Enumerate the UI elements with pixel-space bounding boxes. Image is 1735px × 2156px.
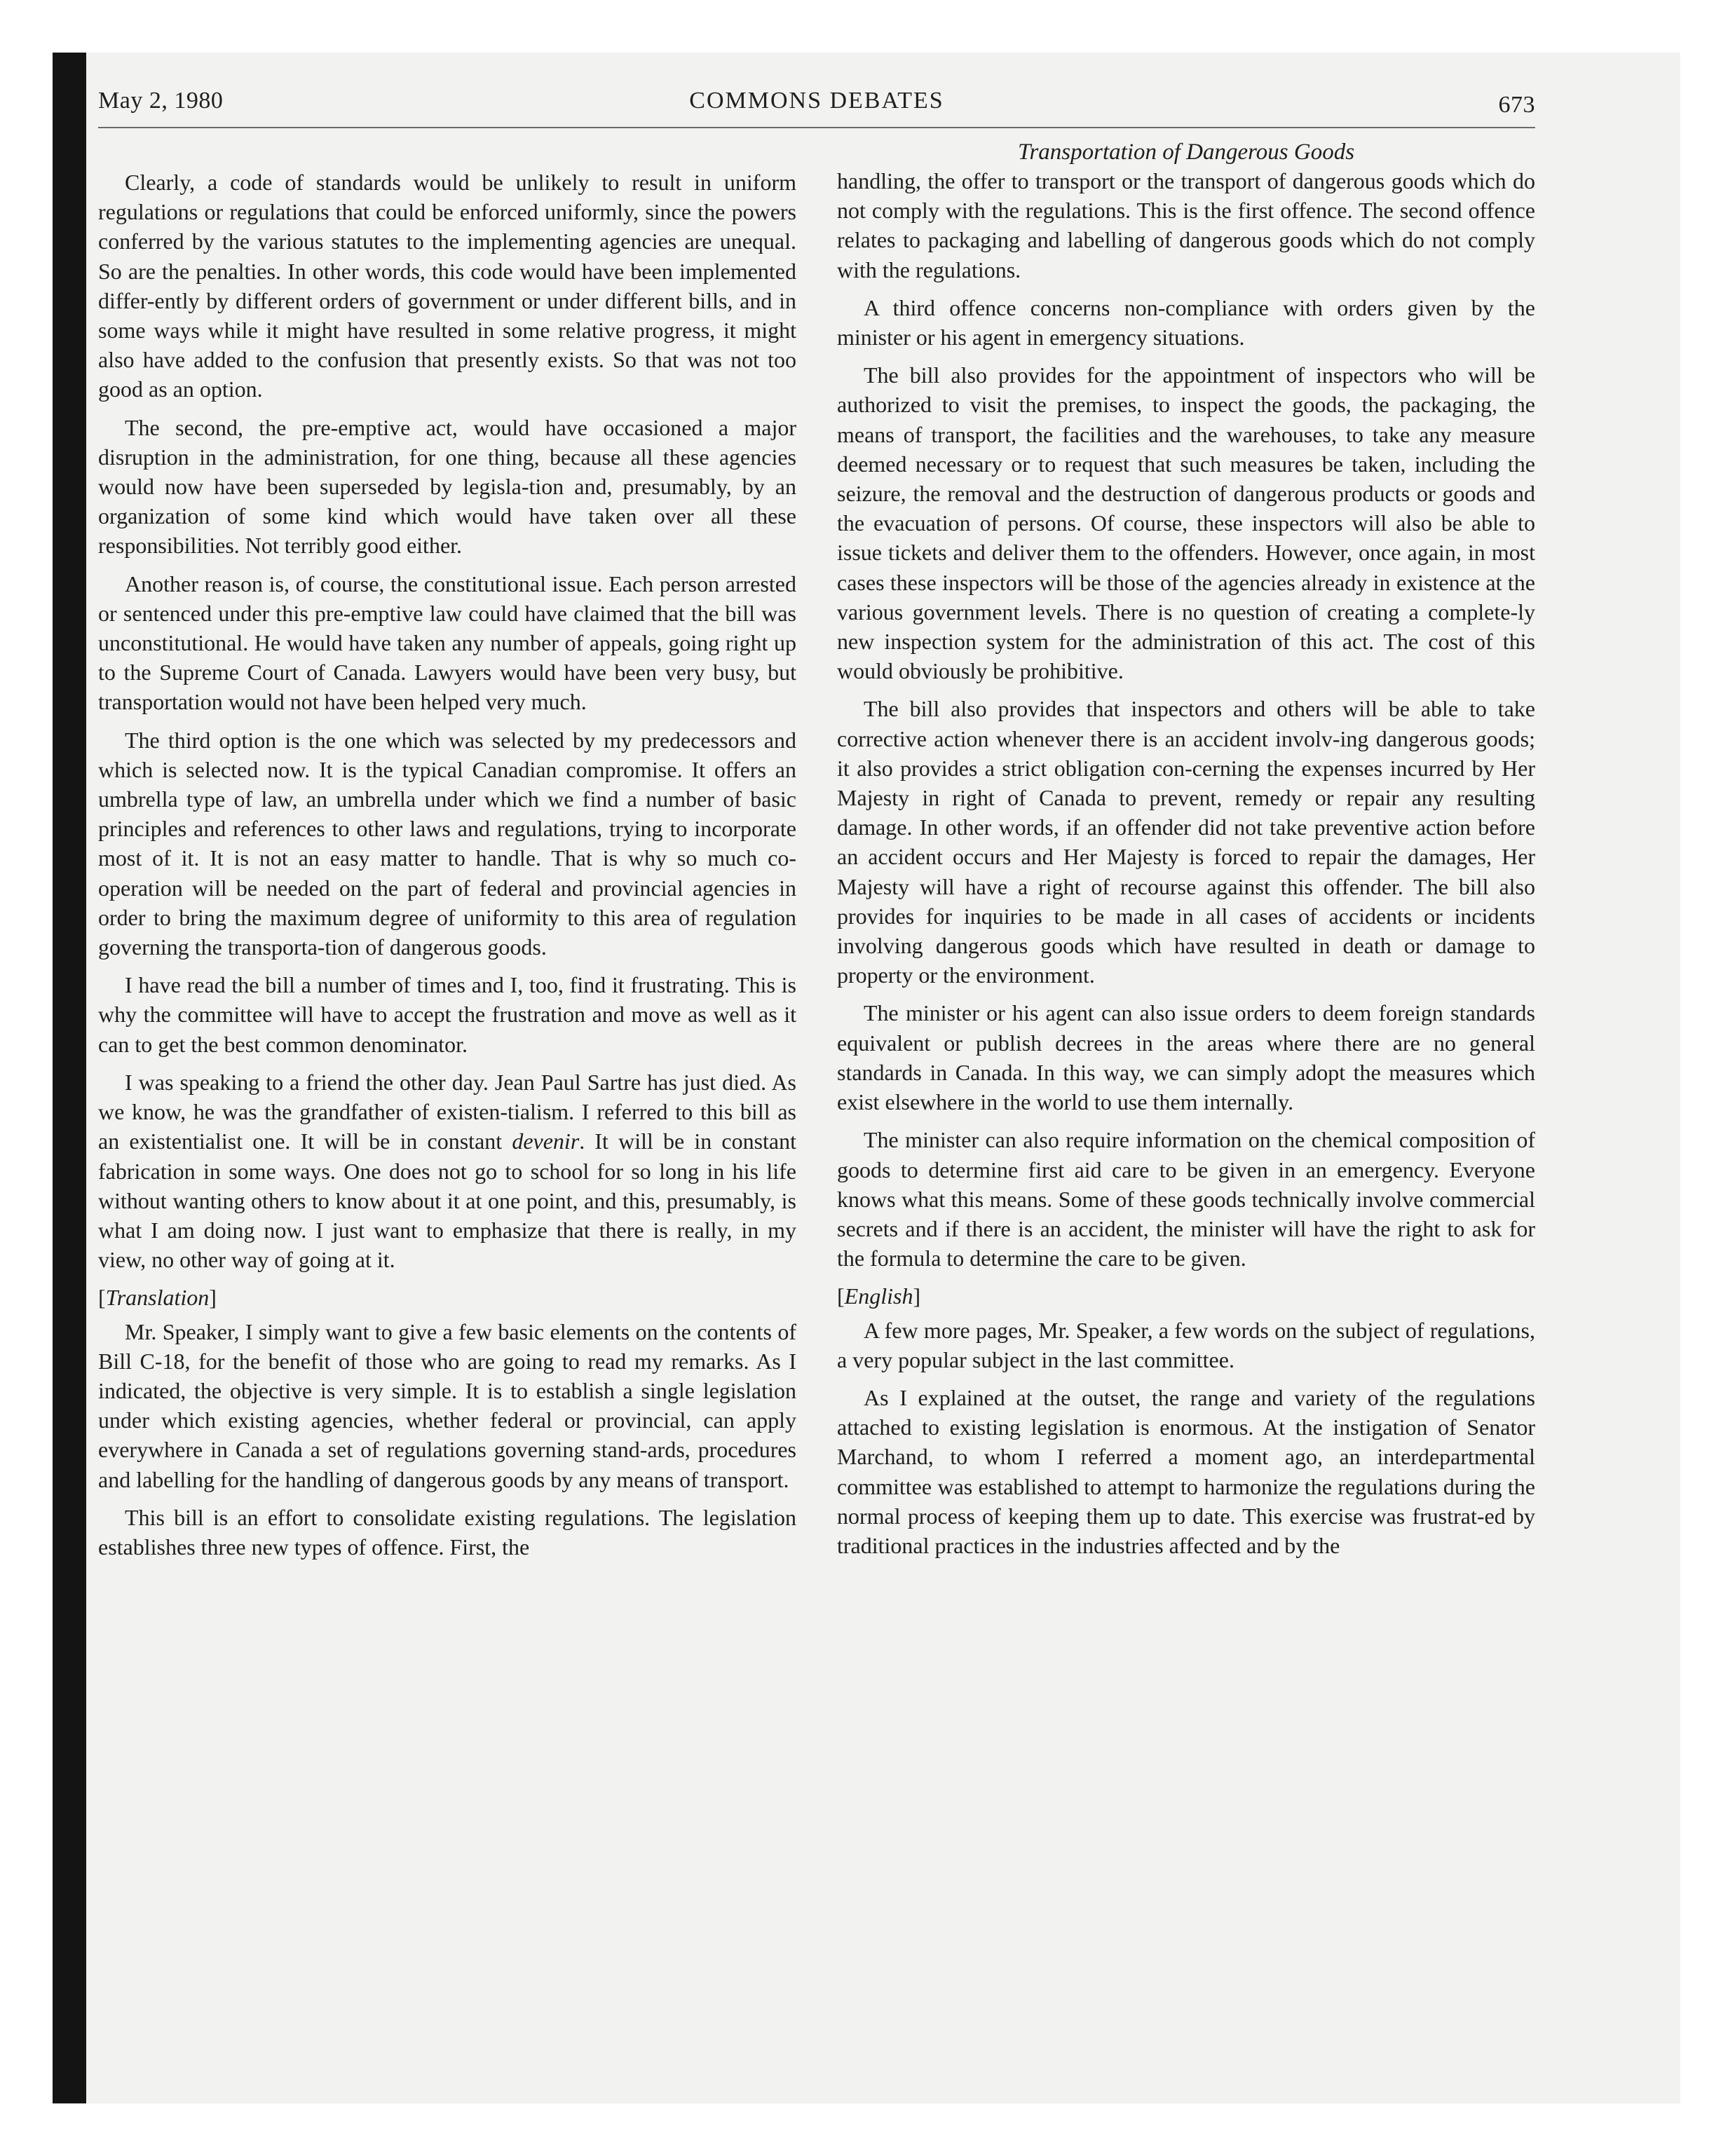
paragraph: A third offence concerns non-compliance with orders given by the minister or his agent in emergency situations. xyxy=(837,294,1535,350)
paragraph: The bill also provides for the appointment of inspectors who will be authorized to visit the premises, to inspect the goods, the packaging, the means of transport, the facilities and the warehouses, to take any measure deemed necessary or to request that such measures be taken, including the seizure, the removal and the destruction of dangerous products or goods and the evacuation of persons. Of course, these inspectors will also be able to issue tickets and deliver them to the offenders. However, once again, in most cases these inspectors will be those of the agencies already in existence at the various government levels. There is no question of creating a complete-ly new inspection system for the administration of this act. The cost of this would obviously be prohibitive. xyxy=(837,362,1535,684)
right-column xyxy=(837,166,1535,1569)
paragraph-text: . It will be in constant fabrication in some ways. One does not go to school for so long in his life without wanting others to know about it at one point, and this, presumably, is what I am doing now. I just want to emphasize that there is really, in my view, no other way of going at it. xyxy=(98,1128,797,1273)
paragraph: As I explained at the outset, the range and variety of the regulations attached to existing legislation is enormous. At the instigation of Senator Marchand, to whom I referred a moment ago, an interdepartmental committee was established to attempt to harmonize the regulations during the normal process of keeping them up to date. This exercise was frustrat-ed by traditional practices in the industries affected and by the xyxy=(837,1384,1535,1558)
language-marker-english xyxy=(837,1281,1535,1311)
paragraph: The third option is the one which was selected by my predecessors and which is selected now. It is the typical Canadian compromise. It offers an umbrella type of law, an umbrella under which we find a number of basic principles and references to other laws and regulations, trying to incorporate most of it. It is not an easy matter to handle. That is why so much co-operation will be needed on the part of federal and provincial agencies in order to bring the maximum degree of uniformity to this area of regulation governing the transporta-tion of dangerous goods. xyxy=(98,727,796,960)
paragraph: A few more pages, Mr. Speaker, a few words on the subject of regulations, a very popular subject in the last committee. xyxy=(837,1317,1535,1372)
paragraph: Clearly, a code of standards would be unlikely to result in uniform regulations or regulations that could be enforced uniformly, since the powers conferred by the various statutes to the implementing agencies are unequal. So are the penalties. In other words, this code would have been implemented differ-ently by different orders of government or under different bills, and in some ways while it might have resulted in some relative progress, it might also have added to the confusion that presently exists. So that was not too good as an option. xyxy=(98,170,796,402)
paragraph: I have read the bill a number of times and I, too, find it frustrating. This is why the committee will have to accept the frustration and move as well as it can to get the best common denominator. xyxy=(98,972,796,1057)
left-column xyxy=(98,168,796,1570)
page-number: 673 xyxy=(1498,92,1535,118)
paragraph: The minister can also require information on the chemical composition of goods to determine first aid care to be given in an emergency. Everyone knows what this means. Some of these goods technically involve commercial secrets and if there is an accident, the minister will have the right to ask for the formula to determine the care to be given. xyxy=(837,1127,1535,1271)
subject-heading: Transportation of Dangerous Goods xyxy=(1017,139,1355,165)
paragraph: The second, the pre-emptive act, would have occasioned a major disruption in the administration, for one thing, because all these agencies would now have been superseded by legisla-tion and, presumably, by an organization of some kind which would have taken over all these responsibilities. Not terribly good either. xyxy=(98,414,796,559)
paragraph-continued: handling, the offer to transport or the transport of dangerous goods which do not comply with the regulations. This is the first offence. The second offence relates to packaging and labelling of dangerous goods which do not comply with the regulations. xyxy=(837,168,1535,282)
paragraph: The bill also provides that inspectors and others will be able to take corrective action whenever there is an accident involv-ing dangerous goods; it also provides a strict obligation con-cerning the expenses incurred by Her Majesty in right of Canada to prevent, remedy or repair any resulting damage. In other words, if an offender did not take preventive action before an accident occurs and Her Majesty is forced to repair the damages, Her Majesty will have a right of recourse against this offender. The bill also provides for inquiries to be made in all cases of accidents or incidents involving dangerous goods which have resulted in death or damage to property or the environment. xyxy=(837,696,1535,988)
paragraph xyxy=(98,1067,796,1274)
paragraph: This bill is an effort to consolidate existing regulations. The legislation establishes three new types of offence. First, the xyxy=(98,1504,796,1560)
paragraph: Mr. Speaker, I simply want to give a few basic elements on the contents of Bill C-18, for the benefit of those who are going to read my remarks. As I indicated, the objective is very simple. It is to establish a single legislation under which existing agencies, whether federal or provincial, can apply everywhere in Canada a set of regulations governing stand-ards, procedures and labelling for the handling of dangerous goods by any means of transport. xyxy=(98,1318,796,1492)
bracket-open: [ xyxy=(98,1285,106,1311)
language-label: Translation xyxy=(105,1285,210,1311)
header-journal-title: COMMONS DEBATES xyxy=(689,88,944,114)
bracket-close: ] xyxy=(209,1285,217,1311)
paragraph: The minister or his agent can also issue orders to deem foreign standards equivalent or publish decrees in the areas where there are no general standards in Canada. In this way, we can simply adopt the measures which exist elsewhere in the world to use them internally. xyxy=(837,1000,1535,1115)
language-marker-translation xyxy=(98,1283,796,1312)
paragraph-text: I was speaking to a friend the other day. Jean Paul Sartre has just died. As we know, he was the grandfather of existen-tialism. I referred to this bill as an existentialist one. It will be in constant xyxy=(98,1069,796,1154)
header-date: May 2, 1980 xyxy=(98,88,224,114)
language-label: English xyxy=(844,1283,913,1309)
paragraph: Another reason is, of course, the constitutional issue. Each person arrested or sentenced under this pre-emptive law could have claimed that the bill was unconstitutional. He would have taken any number of appeals, going right up to the Supreme Court of Canada. Lawyers would have been very busy, but transportation would not have been helped very much. xyxy=(98,571,796,715)
scan-dark-edge xyxy=(53,53,86,2103)
bracket-open: [ xyxy=(837,1283,845,1309)
header-rule xyxy=(98,127,1535,128)
document-page xyxy=(98,88,1535,1560)
bracket-close: ] xyxy=(913,1283,921,1309)
running-header xyxy=(98,88,1535,124)
italic-term: devenir xyxy=(512,1128,580,1154)
